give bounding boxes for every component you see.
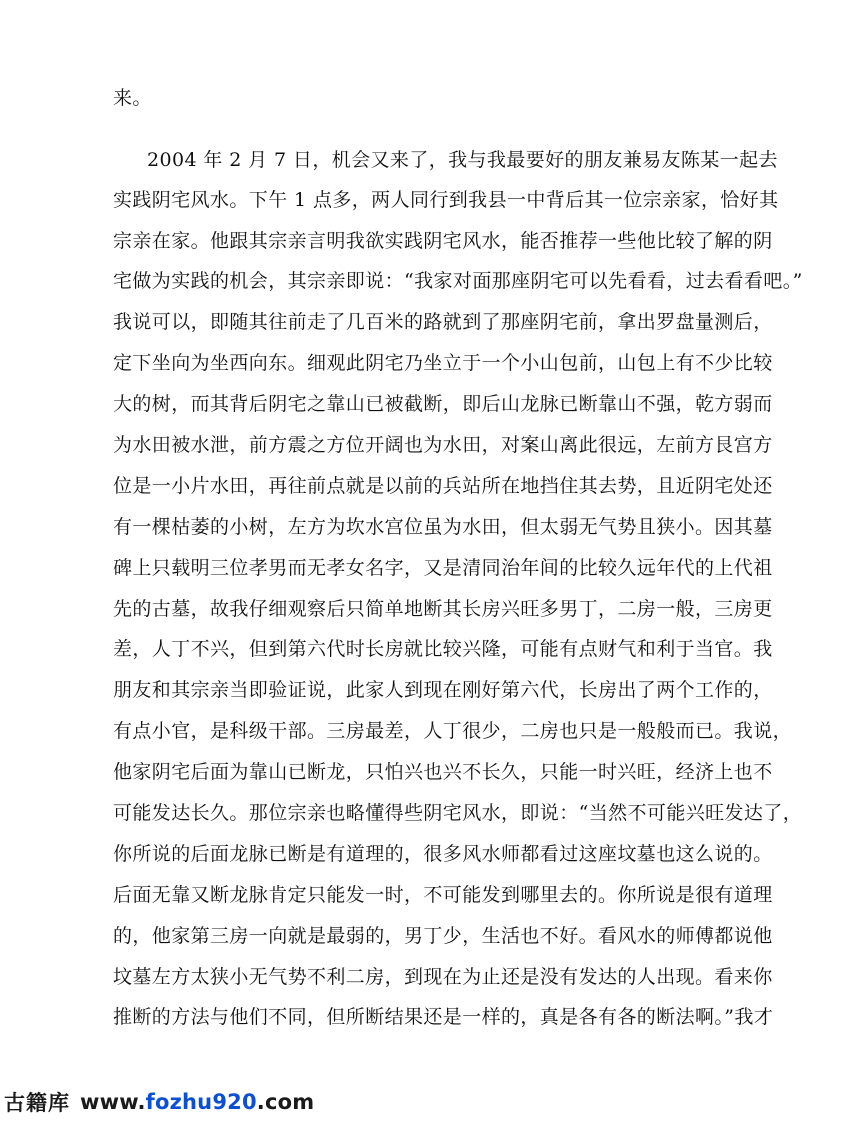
text-line: 先的古墓，故我仔细观察后只简单地断其长房兴旺多男丁，二房一般，三房更 xyxy=(113,598,773,620)
text-line: 大的树，而其背后阴宅之靠山已被截断，即后山龙脉已断靠山不强，乾方弱而 xyxy=(113,393,773,415)
footer-url-suffix: .com xyxy=(256,1090,315,1114)
footer-url[interactable] xyxy=(80,1090,314,1114)
text-line: 朋友和其宗亲当即验证说，此家人到现在刚好第六代，长房出了两个工作的， xyxy=(113,679,773,701)
text-line: 后面无靠又断龙脉肯定只能发一时，不可能发到哪里去的。你所说是很有道理 xyxy=(113,884,773,906)
text-line: 实践阴宅风水。下午 1 点多，两人同行到我县一中背后其一位宗亲家，恰好其 xyxy=(113,189,779,211)
text-line: 有点小官，是科级干部。三房最差，人丁很少，二房也只是一般般而已。我说， xyxy=(113,720,793,742)
text-line: 的，他家第三房一向就是最弱的，男丁少，生活也不好。看风水的师傅都说他 xyxy=(113,925,773,947)
text-line: 差，人丁不兴，但到第六代时长房就比较兴隆，可能有点财气和利于当官。我 xyxy=(113,638,773,660)
text-line: 有一棵枯萎的小树，左方为坎水宫位虽为水田，但太弱无气势且狭小。因其墓 xyxy=(113,516,773,538)
text-line: 来。 xyxy=(113,87,152,109)
text-line: 他家阴宅后面为靠山已断龙，只怕兴也兴不长久，只能一时兴旺，经济上也不 xyxy=(113,761,773,783)
footer-url-prefix: www. xyxy=(80,1090,146,1114)
text-line: 推断的方法与他们不同，但所断结果还是一样的，真是各有各的断法啊。”我才 xyxy=(113,1006,774,1028)
text-line: 你所说的后面龙脉已断是有道理的，很多风水师都看过这座坟墓也这么说的。 xyxy=(113,843,773,865)
text-line: 宗亲在家。他跟其宗亲言明我欲实践阴宅风水，能否推荐一些他比较了解的阴 xyxy=(113,230,773,252)
text-line: 为水田被水泄，前方震之方位开阔也为水田，对案山离此很远，左前方艮宫方 xyxy=(113,434,773,456)
footer-brand: 古籍库 xyxy=(4,1091,70,1115)
text-line: 可能发达长久。那位宗亲也略懂得些阴宅风水，即说：“当然不可能兴旺发达了， xyxy=(113,802,803,824)
text-line: 宅做为实践的机会，其宗亲即说：“我家对面那座阴宅可以先看看，过去看看吧。” xyxy=(113,270,803,292)
text-line: 位是一小片水田，再往前点就是以前的兵站所在地挡住其去势，且近阴宅处还 xyxy=(113,475,773,497)
text-line: 定下坐向为坐西向东。细观此阴宅乃坐立于一个小山包前，山包上有不少比较 xyxy=(113,352,773,374)
text-line: 我说可以，即随其往前走了几百米的路就到了那座阴宅前，拿出罗盘量测后， xyxy=(113,311,773,333)
text-line: 碑上只载明三位孝男而无孝女名字，又是清同治年间的比较久远年代的上代祖 xyxy=(113,557,773,579)
footer-url-accent: fozhu920 xyxy=(145,1090,257,1114)
text-line: 坟墓左方太狭小无气势不利二房，到现在为止还是没有发达的人出现。看来你 xyxy=(113,966,773,988)
text-line: 2004 年 2 月 7 日，机会又来了，我与我最要好的朋友兼易友陈某一起去 xyxy=(147,149,778,171)
footer-watermark xyxy=(0,1082,314,1122)
